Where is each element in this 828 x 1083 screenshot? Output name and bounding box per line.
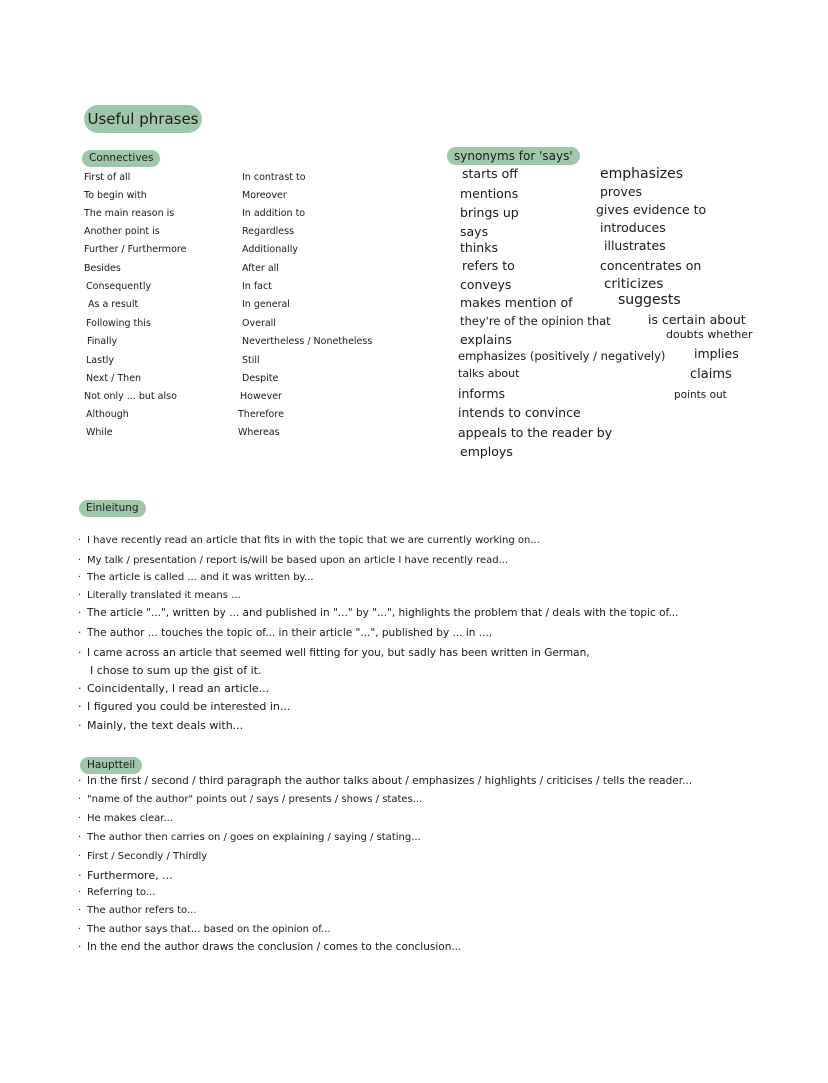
connective-item: After all xyxy=(242,263,279,274)
continuation-line: I chose to sum up the gist of it. xyxy=(90,664,262,677)
connective-item: Not only ... but also xyxy=(84,391,177,402)
synonym-item: is certain about xyxy=(648,312,746,327)
connective-item: Additionally xyxy=(242,244,298,255)
connective-item: Finally xyxy=(87,336,118,347)
connective-item: In general xyxy=(242,299,290,310)
list-item: · Coincidentally, I read an article... xyxy=(78,682,270,695)
synonym-item: talks about xyxy=(458,367,520,380)
synonym-item: introduces xyxy=(600,220,666,235)
page-title: Useful phrases xyxy=(84,105,202,133)
synonym-item: intends to convince xyxy=(458,405,581,420)
connective-item: To begin with xyxy=(84,190,147,201)
list-item: · The article "...", written by ... and published in "..." by "...", highlights the problem that / deals with the topic of... xyxy=(78,607,679,619)
connective-item: In fact xyxy=(242,281,272,292)
synonym-item: says xyxy=(460,224,489,239)
synonym-item: suggests xyxy=(618,292,681,308)
list-item: · In the first / second / third paragraph the author talks about / emphasizes / highlights / criticises / tells the reader... xyxy=(78,775,693,787)
list-item: · He makes clear... xyxy=(78,813,173,824)
connective-item: Nevertheless / Nonetheless xyxy=(242,336,373,347)
connective-item: Although xyxy=(86,409,129,420)
connective-item: Despite xyxy=(242,373,279,384)
connectives-heading: Connectives xyxy=(82,150,160,167)
connective-item: As a result xyxy=(88,299,139,310)
connective-item: Following this xyxy=(86,318,151,329)
synonym-item: implies xyxy=(694,346,739,361)
list-item: · The author says that... based on the opinion of... xyxy=(78,924,331,935)
synonym-item: starts off xyxy=(462,166,518,181)
connective-item: Another point is xyxy=(84,226,160,237)
synonym-item: conveys xyxy=(460,277,512,292)
list-item: · Mainly, the text deals with... xyxy=(78,719,244,732)
connective-item: Therefore xyxy=(238,409,284,420)
list-item: · Referring to... xyxy=(78,887,156,898)
connective-item: Moreover xyxy=(242,190,287,201)
synonym-item: informs xyxy=(458,386,506,401)
list-item: · Furthermore, ... xyxy=(78,869,173,882)
list-item: · I came across an article that seemed well fitting for you, but sadly has been written in German, xyxy=(78,647,590,659)
list-item: · I figured you could be interested in... xyxy=(78,700,291,713)
synonym-item: criticizes xyxy=(604,276,664,292)
synonym-item: concentrates on xyxy=(600,258,702,273)
synonym-item: illustrates xyxy=(604,238,666,253)
connective-item: Besides xyxy=(84,263,121,274)
list-item: · I have recently read an article that fits in with the topic that we are currently working on... xyxy=(78,535,540,546)
hauptteil-heading: Hauptteil xyxy=(80,757,142,774)
synonym-item: emphasizes (positively / negatively) xyxy=(458,349,666,363)
list-item: · The article is called ... and it was written by... xyxy=(78,572,314,583)
synonym-item: they're of the opinion that xyxy=(460,314,611,328)
list-item: · My talk / presentation / report is/will be based upon an article I have recently read... xyxy=(78,555,509,566)
synonym-item: mentions xyxy=(460,186,519,201)
synonym-item: explains xyxy=(460,332,512,347)
list-item: · First / Secondly / Thirdly xyxy=(78,851,208,862)
connective-item: In contrast to xyxy=(242,172,306,183)
connective-item: Further / Furthermore xyxy=(84,244,187,255)
connective-item: Consequently xyxy=(86,281,152,292)
list-item: · "name of the author" points out / says / presents / shows / states... xyxy=(78,794,423,805)
connective-item: However xyxy=(240,391,282,402)
connective-item: Whereas xyxy=(238,427,280,438)
list-item: · The author refers to... xyxy=(78,905,197,916)
connective-item: Regardless xyxy=(242,226,295,237)
connective-item: In addition to xyxy=(242,208,306,219)
synonym-item: employs xyxy=(460,444,513,459)
synonym-item: emphasizes xyxy=(600,166,684,182)
synonym-item: refers to xyxy=(462,258,515,273)
list-item: · The author ... touches the topic of... in their article "...", published by ... in ..., xyxy=(78,627,493,639)
list-item: · In the end the author draws the conclusion / comes to the conclusion... xyxy=(78,941,462,953)
connective-item: The main reason is xyxy=(84,208,175,219)
synonym-item: proves xyxy=(600,184,643,199)
connective-item: Next / Then xyxy=(86,373,142,384)
synonym-item: points out xyxy=(674,389,727,401)
synonyms-heading: synonyms for 'says' xyxy=(447,147,580,165)
synonym-item: appeals to the reader by xyxy=(458,425,613,440)
connective-item: First of all xyxy=(84,172,131,183)
synonym-item: claims xyxy=(690,367,732,382)
synonym-item: brings up xyxy=(460,205,519,220)
synonym-item: makes mention of xyxy=(460,295,573,310)
connective-item: Overall xyxy=(242,318,276,329)
connective-item: Lastly xyxy=(86,355,115,366)
synonym-item: thinks xyxy=(460,240,498,255)
connective-item: While xyxy=(86,427,113,438)
einleitung-heading: Einleitung xyxy=(79,500,146,517)
synonym-item: doubts whether xyxy=(666,328,753,341)
connective-item: Still xyxy=(242,355,260,366)
list-item: · The author then carries on / goes on explaining / saying / stating... xyxy=(78,832,421,843)
list-item: · Literally translated it means ... xyxy=(78,590,241,601)
synonym-item: gives evidence to xyxy=(596,202,707,217)
